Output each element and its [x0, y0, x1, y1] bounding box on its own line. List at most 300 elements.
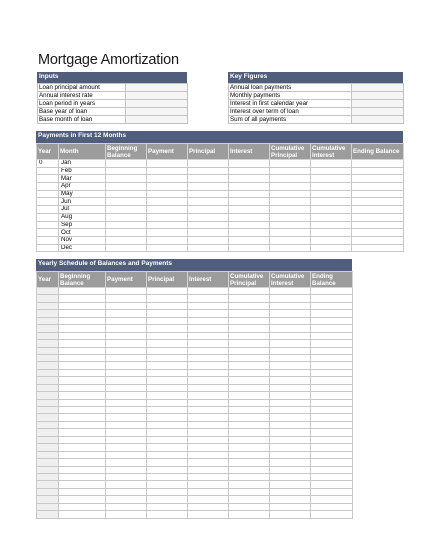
table-row — [37, 325, 353, 332]
table-cell — [37, 347, 59, 354]
table-cell — [229, 332, 270, 339]
table-row — [37, 473, 353, 480]
table-cell — [311, 206, 352, 214]
payments-12-col-header: Principal — [188, 144, 229, 160]
table-row — [37, 459, 353, 466]
table-row — [37, 392, 353, 399]
table-cell — [37, 354, 59, 361]
table-cell — [188, 369, 229, 376]
table-cell — [147, 503, 188, 510]
table-cell — [188, 436, 229, 443]
table-cell — [188, 317, 229, 324]
table-cell — [188, 213, 229, 221]
table-cell — [106, 466, 147, 473]
table-cell — [188, 244, 229, 252]
table-cell — [106, 310, 147, 317]
key-figure-value-cell[interactable] — [352, 84, 404, 92]
key-figure-value-cell[interactable] — [352, 116, 404, 124]
table-row — [37, 288, 353, 295]
table-row — [37, 488, 353, 495]
table-cell — [270, 421, 311, 428]
table-cell — [311, 340, 353, 347]
table-cell — [37, 340, 59, 347]
table-cell — [229, 206, 270, 214]
input-value-cell[interactable] — [126, 92, 188, 100]
table-cell — [270, 190, 311, 198]
table-cell — [229, 459, 270, 466]
table-cell — [59, 362, 106, 369]
key-figure-row — [229, 92, 404, 100]
table-cell: Apr — [59, 183, 106, 191]
table-cell — [311, 236, 352, 244]
table-row — [37, 407, 353, 414]
table-cell — [229, 340, 270, 347]
table-cell — [37, 392, 59, 399]
table-row — [37, 295, 353, 302]
table-cell — [270, 459, 311, 466]
key-figure-row — [229, 116, 404, 124]
table-cell: 0 — [37, 160, 59, 168]
table-cell — [311, 496, 353, 503]
table-cell — [106, 496, 147, 503]
table-cell — [188, 466, 229, 473]
input-label: Base year of loan — [38, 108, 126, 116]
table-cell — [188, 503, 229, 510]
table-cell — [311, 444, 353, 451]
table-cell — [59, 295, 106, 302]
table-row — [37, 399, 353, 406]
table-cell — [37, 302, 59, 309]
table-cell — [311, 421, 353, 428]
table-cell — [270, 466, 311, 473]
table-row — [37, 503, 353, 510]
input-value-cell[interactable] — [126, 100, 188, 108]
table-cell — [229, 167, 270, 175]
table-cell — [229, 414, 270, 421]
table-cell — [188, 481, 229, 488]
table-cell — [188, 473, 229, 480]
table-cell — [37, 175, 59, 183]
table-cell — [229, 310, 270, 317]
table-cell — [229, 473, 270, 480]
table-cell — [229, 160, 270, 168]
table-cell — [37, 444, 59, 451]
input-row — [38, 92, 188, 100]
table-cell — [188, 160, 229, 168]
key-figure-value-cell[interactable] — [352, 100, 404, 108]
table-cell — [37, 206, 59, 214]
table-cell — [229, 229, 270, 237]
table-cell — [270, 496, 311, 503]
table-cell — [106, 198, 147, 206]
input-label: Base month of loan — [38, 116, 126, 124]
table-cell — [147, 190, 188, 198]
table-cell — [352, 160, 404, 168]
table-cell — [270, 302, 311, 309]
yearly-col-header: Principal — [147, 272, 188, 288]
table-cell — [147, 407, 188, 414]
key-figure-label: Interest over term of loan — [229, 108, 352, 116]
table-row — [37, 511, 353, 518]
table-cell — [352, 183, 404, 191]
table-cell — [311, 183, 352, 191]
table-cell — [188, 429, 229, 436]
table-cell — [147, 167, 188, 175]
table-cell — [229, 295, 270, 302]
key-figure-label: Sum of all payments — [229, 116, 352, 124]
table-cell — [352, 229, 404, 237]
table-cell — [59, 354, 106, 361]
table-row — [37, 332, 353, 339]
table-cell — [106, 236, 147, 244]
table-cell — [37, 407, 59, 414]
table-cell — [106, 288, 147, 295]
table-cell — [229, 362, 270, 369]
table-cell — [270, 310, 311, 317]
table-cell — [59, 347, 106, 354]
table-cell — [37, 399, 59, 406]
table-cell — [147, 414, 188, 421]
table-cell: Nov — [59, 236, 106, 244]
table-cell — [106, 369, 147, 376]
table-cell — [106, 451, 147, 458]
table-cell — [147, 466, 188, 473]
table-cell — [106, 362, 147, 369]
table-cell — [188, 175, 229, 183]
table-row — [37, 436, 353, 443]
payments-12-col-header: Beginning Balance — [106, 144, 147, 160]
table-cell — [59, 399, 106, 406]
table-cell — [147, 362, 188, 369]
table-cell — [270, 160, 311, 168]
table-cell — [37, 362, 59, 369]
table-cell — [270, 444, 311, 451]
input-label: Loan period in years — [38, 100, 126, 108]
table-cell — [311, 451, 353, 458]
table-cell — [352, 175, 404, 183]
table-cell — [147, 459, 188, 466]
input-row — [38, 116, 188, 124]
table-cell — [59, 481, 106, 488]
table-cell — [311, 288, 353, 295]
table-cell — [188, 198, 229, 206]
table-cell — [59, 325, 106, 332]
table-cell — [147, 295, 188, 302]
table-cell — [188, 340, 229, 347]
table-cell — [311, 488, 353, 495]
table-cell — [270, 317, 311, 324]
table-cell — [311, 325, 353, 332]
table-cell — [311, 503, 353, 510]
table-row — [37, 451, 353, 458]
table-cell — [311, 384, 353, 391]
table-cell — [270, 377, 311, 384]
table-cell — [229, 421, 270, 428]
table-cell — [147, 213, 188, 221]
table-cell — [229, 451, 270, 458]
payments-12-col-header: Cumulative Principal — [270, 144, 311, 160]
table-cell — [147, 317, 188, 324]
input-row — [38, 100, 188, 108]
table-cell — [59, 377, 106, 384]
table-cell — [37, 414, 59, 421]
table-cell — [311, 354, 353, 361]
table-cell — [37, 503, 59, 510]
table-cell — [106, 436, 147, 443]
table-cell — [188, 295, 229, 302]
table-cell — [188, 325, 229, 332]
table-cell — [229, 190, 270, 198]
table-cell — [147, 229, 188, 237]
table-cell — [311, 459, 353, 466]
table-cell — [147, 377, 188, 384]
table-cell — [106, 488, 147, 495]
table-cell — [311, 466, 353, 473]
table-cell — [270, 362, 311, 369]
table-cell — [270, 244, 311, 252]
key-figure-row — [229, 100, 404, 108]
key-figure-label: Monthly payments — [229, 92, 352, 100]
table-cell — [37, 244, 59, 252]
table-row — [37, 466, 353, 473]
table-row — [37, 302, 353, 309]
table-cell — [37, 295, 59, 302]
table-cell — [37, 496, 59, 503]
table-cell — [270, 288, 311, 295]
table-cell — [37, 288, 59, 295]
table-row — [37, 198, 404, 206]
yearly-col-header: Cumulative Interest — [270, 272, 311, 288]
payments-12-col-header: Payment — [147, 144, 188, 160]
table-cell — [59, 421, 106, 428]
table-cell — [270, 354, 311, 361]
table-cell — [147, 206, 188, 214]
table-cell — [229, 213, 270, 221]
table-cell — [270, 407, 311, 414]
table-cell — [106, 407, 147, 414]
table-cell: May — [59, 190, 106, 198]
table-cell — [106, 325, 147, 332]
table-cell — [59, 392, 106, 399]
table-cell — [270, 369, 311, 376]
table-cell — [352, 221, 404, 229]
table-cell — [37, 488, 59, 495]
table-cell: Jan — [59, 160, 106, 168]
table-cell — [188, 332, 229, 339]
table-cell — [311, 377, 353, 384]
table-cell — [37, 317, 59, 324]
yearly-col-header: Year — [37, 272, 59, 288]
table-cell — [311, 160, 352, 168]
table-cell — [352, 190, 404, 198]
table-cell — [311, 167, 352, 175]
table-cell — [59, 511, 106, 518]
table-cell — [59, 288, 106, 295]
table-cell — [270, 221, 311, 229]
table-cell — [147, 160, 188, 168]
table-cell — [147, 354, 188, 361]
table-cell — [270, 340, 311, 347]
table-cell — [311, 295, 353, 302]
table-cell — [147, 429, 188, 436]
table-cell — [229, 444, 270, 451]
table-row — [37, 496, 353, 503]
table-cell — [270, 332, 311, 339]
table-cell — [311, 229, 352, 237]
input-value-cell[interactable] — [126, 108, 188, 116]
table-cell — [229, 407, 270, 414]
table-cell — [270, 392, 311, 399]
table-cell — [106, 347, 147, 354]
table-cell — [59, 332, 106, 339]
table-cell — [270, 429, 311, 436]
table-cell — [229, 236, 270, 244]
table-cell — [59, 459, 106, 466]
table-cell — [147, 340, 188, 347]
table-cell — [229, 511, 270, 518]
table-cell — [311, 481, 353, 488]
table-cell — [59, 369, 106, 376]
table-cell — [147, 175, 188, 183]
payments-12-col-header: Interest — [229, 144, 270, 160]
table-cell — [311, 473, 353, 480]
table-cell — [311, 221, 352, 229]
table-cell — [311, 369, 353, 376]
key-figure-label: Interest in first calendar year — [229, 100, 352, 108]
table-cell — [229, 392, 270, 399]
table-cell — [270, 198, 311, 206]
table-cell — [352, 198, 404, 206]
table-cell — [106, 392, 147, 399]
table-cell — [311, 429, 353, 436]
table-cell — [59, 407, 106, 414]
table-cell — [59, 384, 106, 391]
table-cell — [188, 407, 229, 414]
table-cell — [311, 213, 352, 221]
table-cell — [311, 175, 352, 183]
table-row — [37, 347, 353, 354]
table-cell — [229, 377, 270, 384]
table-cell — [311, 310, 353, 317]
table-row — [37, 160, 404, 168]
table-cell — [59, 317, 106, 324]
table-cell — [106, 175, 147, 183]
yearly-col-header: Payment — [106, 272, 147, 288]
table-cell — [37, 436, 59, 443]
table-cell — [270, 229, 311, 237]
key-figures-table — [228, 83, 404, 124]
table-cell — [37, 183, 59, 191]
input-value-cell[interactable] — [126, 116, 188, 124]
table-cell — [106, 473, 147, 480]
table-cell — [188, 190, 229, 198]
table-cell — [229, 347, 270, 354]
table-cell — [37, 429, 59, 436]
table-cell — [106, 183, 147, 191]
table-cell — [188, 229, 229, 237]
table-cell — [106, 459, 147, 466]
table-cell — [59, 302, 106, 309]
table-cell — [147, 325, 188, 332]
key-figure-row — [229, 84, 404, 92]
table-cell — [106, 384, 147, 391]
table-cell — [229, 496, 270, 503]
table-row — [37, 444, 353, 451]
table-cell — [106, 421, 147, 428]
table-row — [37, 236, 404, 244]
table-cell — [188, 421, 229, 428]
table-cell — [106, 444, 147, 451]
table-cell — [59, 340, 106, 347]
table-cell — [188, 451, 229, 458]
payments-12-col-header: Month — [59, 144, 106, 160]
table-cell — [37, 332, 59, 339]
table-cell — [37, 473, 59, 480]
table-cell — [59, 414, 106, 421]
key-figure-value-cell[interactable] — [352, 108, 404, 116]
table-cell — [270, 236, 311, 244]
key-figure-row — [229, 108, 404, 116]
table-cell — [106, 414, 147, 421]
table-cell — [270, 175, 311, 183]
table-cell — [188, 354, 229, 361]
table-cell — [270, 213, 311, 221]
table-cell — [229, 481, 270, 488]
table-cell — [106, 213, 147, 221]
table-row — [37, 167, 404, 175]
table-cell — [270, 325, 311, 332]
table-cell — [106, 332, 147, 339]
table-cell — [59, 466, 106, 473]
table-cell: Sep — [59, 221, 106, 229]
table-cell — [59, 436, 106, 443]
table-cell — [270, 384, 311, 391]
table-cell — [311, 317, 353, 324]
table-cell — [59, 503, 106, 510]
table-cell — [188, 392, 229, 399]
table-cell — [229, 384, 270, 391]
table-cell: Aug — [59, 213, 106, 221]
table-cell — [147, 310, 188, 317]
table-cell — [37, 369, 59, 376]
table-cell — [270, 399, 311, 406]
table-cell — [106, 206, 147, 214]
table-cell — [37, 213, 59, 221]
table-cell — [188, 347, 229, 354]
table-cell — [106, 429, 147, 436]
table-cell — [352, 213, 404, 221]
payments-12-col-header: Cumulative Interest — [311, 144, 352, 160]
table-cell — [37, 190, 59, 198]
key-figure-value-cell[interactable] — [352, 92, 404, 100]
table-cell — [229, 399, 270, 406]
payments-12-col-header: Ending Balance — [352, 144, 404, 160]
table-cell — [106, 503, 147, 510]
table-cell — [188, 183, 229, 191]
input-value-cell[interactable] — [126, 84, 188, 92]
table-cell — [147, 236, 188, 244]
table-cell — [37, 466, 59, 473]
table-cell — [147, 488, 188, 495]
table-cell — [188, 496, 229, 503]
table-cell: Oct — [59, 229, 106, 237]
table-row — [37, 229, 404, 237]
table-cell — [147, 421, 188, 428]
table-cell — [106, 354, 147, 361]
table-cell — [270, 436, 311, 443]
table-row — [37, 317, 353, 324]
table-cell — [188, 236, 229, 244]
